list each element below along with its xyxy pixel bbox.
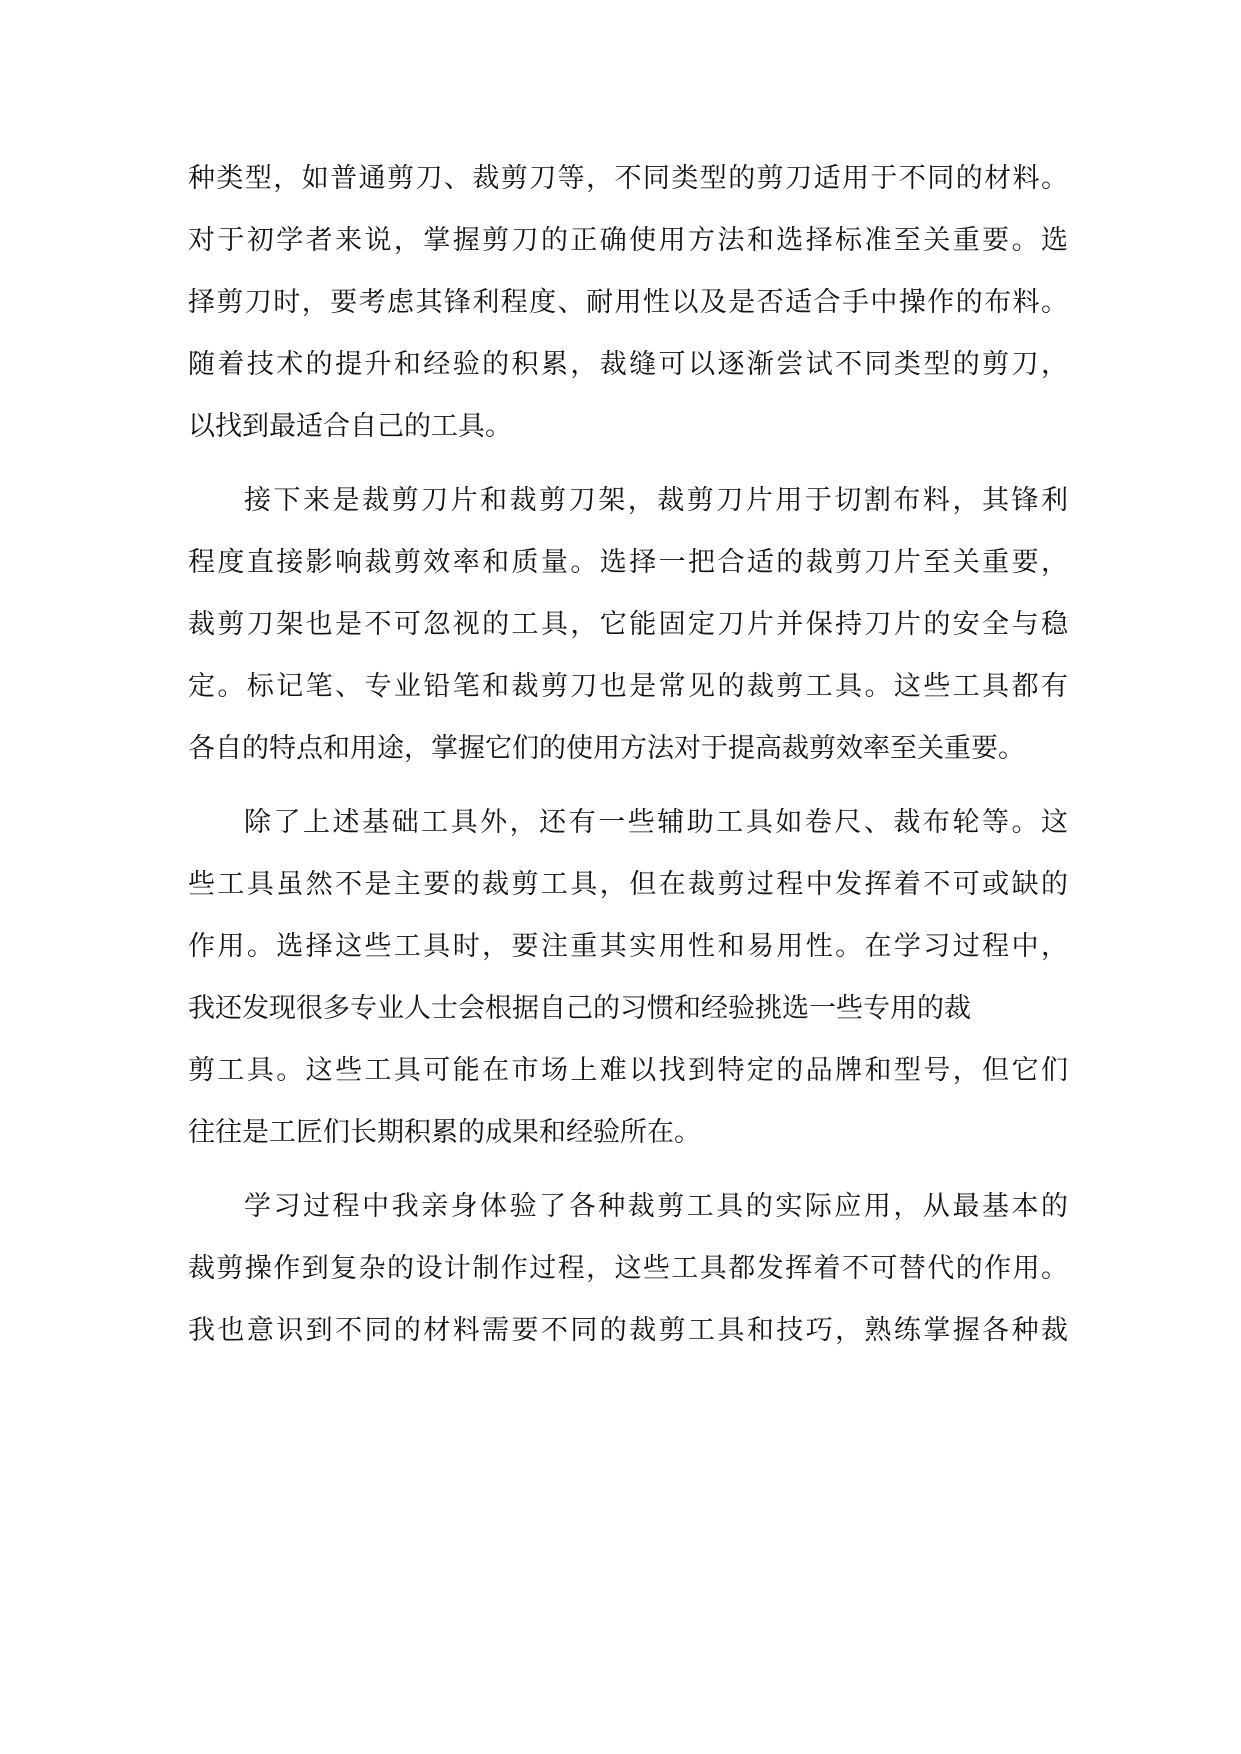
text-line: 裁剪刀架也是不可忽视的工具，它能固定刀片并保持刀片的安全与稳 — [188, 609, 1068, 640]
text-line: 我也意识到不同的材料需要不同的裁剪工具和技巧，熟练掌握各种裁 — [188, 1315, 1068, 1346]
text-line: 随着技术的提升和经验的积累，裁缝可以逐渐尝试不同类型的剪刀， — [188, 349, 1068, 380]
text-line: 程度直接影响裁剪效率和质量。选择一把合适的裁剪刀片至关重要， — [188, 547, 1068, 578]
text-line: 学习过程中我亲身体验了各种裁剪工具的实际应用，从最基本的 — [244, 1191, 1068, 1222]
text-line: 剪工具。这些工具可能在市场上难以找到特定的品牌和型号，但它们 — [188, 1055, 1068, 1086]
text-line: 对于初学者来说，掌握剪刀的正确使用方法和选择标准至关重要。选 — [188, 225, 1068, 256]
text-line: 择剪刀时，要考虑其锋利程度、耐用性以及是否适合手中操作的布料。 — [188, 287, 1068, 318]
text-line: 往往是工匠们长期积累的成果和经验所在。 — [188, 1117, 701, 1148]
text-line: 除了上述基础工具外，还有一些辅助工具如卷尺、裁布轮等。这 — [244, 807, 1068, 838]
paragraph-gap — [188, 458, 1068, 470]
paragraph-1 — [188, 148, 1068, 458]
text-line: 定。标记笔、专业铅笔和裁剪刀也是常见的裁剪工具。这些工具都有 — [188, 671, 1068, 702]
paragraph-4 — [188, 1176, 1068, 1362]
text-line: 各自的特点和用途，掌握它们的使用方法对于提高裁剪效率至关重要。 — [188, 733, 1025, 764]
text-line: 些工具虽然不是主要的裁剪工具，但在裁剪过程中发挥着不可或缺的 — [188, 869, 1068, 900]
paragraph-gap — [188, 1164, 1068, 1176]
text-line: 裁剪操作到复杂的设计制作过程，这些工具都发挥着不可替代的作用。 — [188, 1253, 1068, 1284]
document-body — [188, 148, 1068, 1362]
paragraph-3 — [188, 792, 1068, 1164]
paragraph-2 — [188, 470, 1068, 780]
text-line: 作用。选择这些工具时，要注重其实用性和易用性。在学习过程中， — [188, 931, 1068, 962]
text-line: 我还发现很多专业人士会根据自己的习惯和经验挑选一些专用的裁 — [188, 993, 971, 1024]
text-line: 种类型，如普通剪刀、裁剪刀等，不同类型的剪刀适用于不同的材料。 — [188, 163, 1068, 194]
text-line: 以找到最适合自己的工具。 — [188, 411, 512, 442]
paragraph-gap — [188, 780, 1068, 792]
text-line: 接下来是裁剪刀片和裁剪刀架，裁剪刀片用于切割布料，其锋利 — [244, 485, 1068, 516]
